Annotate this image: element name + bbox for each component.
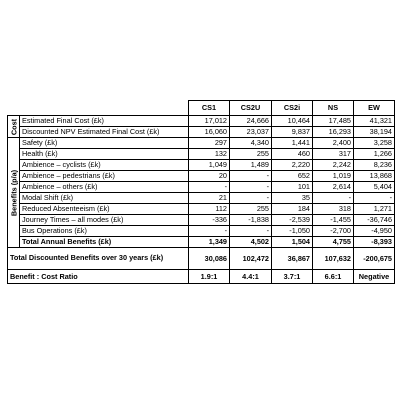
cost-row	[8, 116, 395, 127]
cell: 16,060	[189, 127, 230, 138]
cell: 2,242	[313, 160, 354, 171]
cell: 1,441	[272, 138, 313, 149]
column-header: NS	[313, 101, 354, 116]
cell: 318	[313, 204, 354, 215]
cell: 38,194	[354, 127, 395, 138]
benefit-row	[8, 138, 395, 149]
cell: -	[230, 182, 272, 193]
cell: 16,293	[313, 127, 354, 138]
row-label: Bus Operations (£k)	[20, 226, 189, 237]
cell: 132	[189, 149, 230, 160]
cell: 10,464	[272, 116, 313, 127]
benefit-row	[8, 182, 395, 193]
cell: 1,271	[354, 204, 395, 215]
benefit-row	[8, 226, 395, 237]
total-annual-benefits-row	[8, 237, 395, 248]
cell: -4,950	[354, 226, 395, 237]
cell: 41,321	[354, 116, 395, 127]
cell: 5,404	[354, 182, 395, 193]
cell: 4,755	[313, 237, 354, 248]
cost-group-label: Cost	[8, 116, 20, 138]
cell: 36,867	[272, 248, 313, 270]
row-label: Ambience – cyclists (£k)	[20, 160, 189, 171]
cell: -1,455	[313, 215, 354, 226]
cell: 101	[272, 182, 313, 193]
cell: 1,489	[230, 160, 272, 171]
row-label: Discounted NPV Estimated Final Cost (£k)	[20, 127, 189, 138]
cell: -	[230, 171, 272, 182]
cell: -2,700	[313, 226, 354, 237]
cell: 3.7:1	[272, 270, 313, 284]
column-header: CS1	[189, 101, 230, 116]
cell: -	[189, 182, 230, 193]
cell: -1,838	[230, 215, 272, 226]
cell: 652	[272, 171, 313, 182]
row-label: Journey Times – all modes (£k)	[20, 215, 189, 226]
cell: 1.9:1	[189, 270, 230, 284]
cell: 1,019	[313, 171, 354, 182]
cell: Negative	[354, 270, 395, 284]
total-discounted-benefits-row	[8, 248, 395, 270]
cell: -8,393	[354, 237, 395, 248]
header-blank	[20, 101, 189, 116]
cost-benefit-table	[7, 100, 395, 284]
row-label: Total Discounted Benefits over 30 years (£k)	[8, 248, 189, 270]
cell: -1,050	[272, 226, 313, 237]
benefits-group-label: Benefits (p/a)	[8, 138, 20, 248]
cell: 317	[313, 149, 354, 160]
cell: 1,504	[272, 237, 313, 248]
cell: 2,220	[272, 160, 313, 171]
row-label: Benefit : Cost Ratio	[8, 270, 189, 284]
row-label: Safety (£k)	[20, 138, 189, 149]
benefit-cost-ratio-row	[8, 270, 395, 284]
cell: -	[189, 226, 230, 237]
benefit-row	[8, 149, 395, 160]
cell: 23,037	[230, 127, 272, 138]
cell: 112	[189, 204, 230, 215]
cell: 3,258	[354, 138, 395, 149]
cell: 1,349	[189, 237, 230, 248]
cell: -336	[189, 215, 230, 226]
cell: 13,868	[354, 171, 395, 182]
cell: 21	[189, 193, 230, 204]
cell: 297	[189, 138, 230, 149]
column-header: CS2U	[230, 101, 272, 116]
cell: 4,340	[230, 138, 272, 149]
cell: -	[230, 226, 272, 237]
cell: 6.6:1	[313, 270, 354, 284]
column-header: CS2i	[272, 101, 313, 116]
benefit-row	[8, 204, 395, 215]
cell: 20	[189, 171, 230, 182]
cell: 4,502	[230, 237, 272, 248]
cell: -	[354, 193, 395, 204]
cell: 17,012	[189, 116, 230, 127]
cell: 2,400	[313, 138, 354, 149]
cell: 2,614	[313, 182, 354, 193]
benefit-row	[8, 171, 395, 182]
cell: 102,472	[230, 248, 272, 270]
cell: 460	[272, 149, 313, 160]
cell: -	[313, 193, 354, 204]
row-label: Total Annual Benefits (£k)	[20, 237, 189, 248]
benefit-row	[8, 160, 395, 171]
cell: 35	[272, 193, 313, 204]
cell: 184	[272, 204, 313, 215]
cell: 255	[230, 204, 272, 215]
cell: 24,666	[230, 116, 272, 127]
cell: -36,746	[354, 215, 395, 226]
cell: 17,485	[313, 116, 354, 127]
cell: 107,632	[313, 248, 354, 270]
benefit-row	[8, 215, 395, 226]
row-label: Ambience – pedestrians (£k)	[20, 171, 189, 182]
cost-row	[8, 127, 395, 138]
header-blank	[8, 101, 20, 116]
header-row	[8, 101, 395, 116]
row-label: Reduced Absenteeism (£k)	[20, 204, 189, 215]
cell: 255	[230, 149, 272, 160]
row-label: Estimated Final Cost (£k)	[20, 116, 189, 127]
benefit-row	[8, 193, 395, 204]
row-label: Health (£k)	[20, 149, 189, 160]
cell: 8,236	[354, 160, 395, 171]
column-header: EW	[354, 101, 395, 116]
cell: -200,675	[354, 248, 395, 270]
cell: 1,049	[189, 160, 230, 171]
row-label: Ambience – others (£k)	[20, 182, 189, 193]
row-label: Modal Shift (£k)	[20, 193, 189, 204]
cell: -	[230, 193, 272, 204]
cell: -2,539	[272, 215, 313, 226]
cell: 1,266	[354, 149, 395, 160]
cell: 4.4:1	[230, 270, 272, 284]
cell: 9,837	[272, 127, 313, 138]
cell: 30,086	[189, 248, 230, 270]
